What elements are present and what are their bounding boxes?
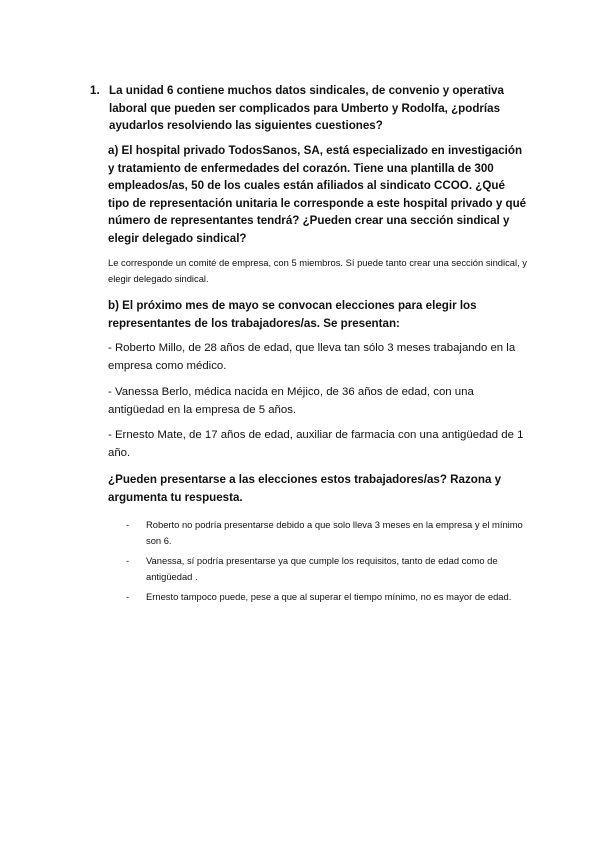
candidate-ernesto: - Ernesto Mate, de 17 años de edad, auxiliar de farmacia con una antigüedad de 1 año. bbox=[108, 429, 524, 459]
question-1-text: La unidad 6 contiene muchos datos sindicales, de convenio y operativa laboral que pueden ser complicados para Umberto y Rodolfa, ¿podrías ayudarlos resolviendo las siguientes cuestiones? bbox=[109, 84, 504, 132]
bullet-dash: - bbox=[126, 519, 130, 530]
part-a-answer: Le corresponde un comité de empresa, con 5 miembros. Sí puede tanto crear una sección sindical, y elegir delegado sindical. bbox=[108, 257, 527, 284]
answer-list bbox=[108, 517, 528, 609]
list-item bbox=[108, 553, 528, 585]
answer-vanessa: Vanessa, sí podría presentarse ya que cumple los requisitos, tanto de edad como de antigüedad . bbox=[146, 555, 498, 582]
candidate-vanessa: - Vanessa Berlo, médica nacida en Méjico, de 36 años de edad, con una antigüedad en la empresa de 5 años. bbox=[108, 386, 474, 416]
bullet-dash: - bbox=[126, 555, 130, 566]
part-b-question: b) El próximo mes de mayo se convocan elecciones para elegir los representantes de los trabajadores/as. Se presentan: bbox=[108, 299, 477, 330]
list-item bbox=[108, 589, 528, 605]
candidate-roberto: - Roberto Millo, de 28 años de edad, que lleva tan sólo 3 meses trabajando en la empresa como médico. bbox=[108, 342, 516, 372]
answer-roberto: Roberto no podría presentarse debido a que solo lleva 3 meses en la empresa y el mínimo son 6. bbox=[146, 519, 523, 546]
bullet-dash: - bbox=[126, 591, 130, 602]
part-a-question: a) El hospital privado TodosSanos, SA, está especializado en investigación y tratamiento de enfermedades del corazón. Tiene una plantilla de 300 empleados/as, 50 de los cuales están afiliados al sindicato CCOO. ¿Qué tipo de representación unitaria le corresponde a este hospital privado y qué número de representantes tendrá? ¿Pueden crear una sección sindical y elegir delegado sindical? bbox=[108, 144, 527, 245]
answer-ernesto: Ernesto tampoco puede, pese a que al superar el tiempo mínimo, no es mayor de edad. bbox=[146, 591, 512, 602]
question-number: 1. bbox=[90, 84, 100, 97]
part-b-follow-up-question: ¿Pueden presentarse a las elecciones estos trabajadores/as? Razona y argumenta tu respuesta. bbox=[108, 473, 502, 504]
list-item bbox=[108, 517, 528, 549]
